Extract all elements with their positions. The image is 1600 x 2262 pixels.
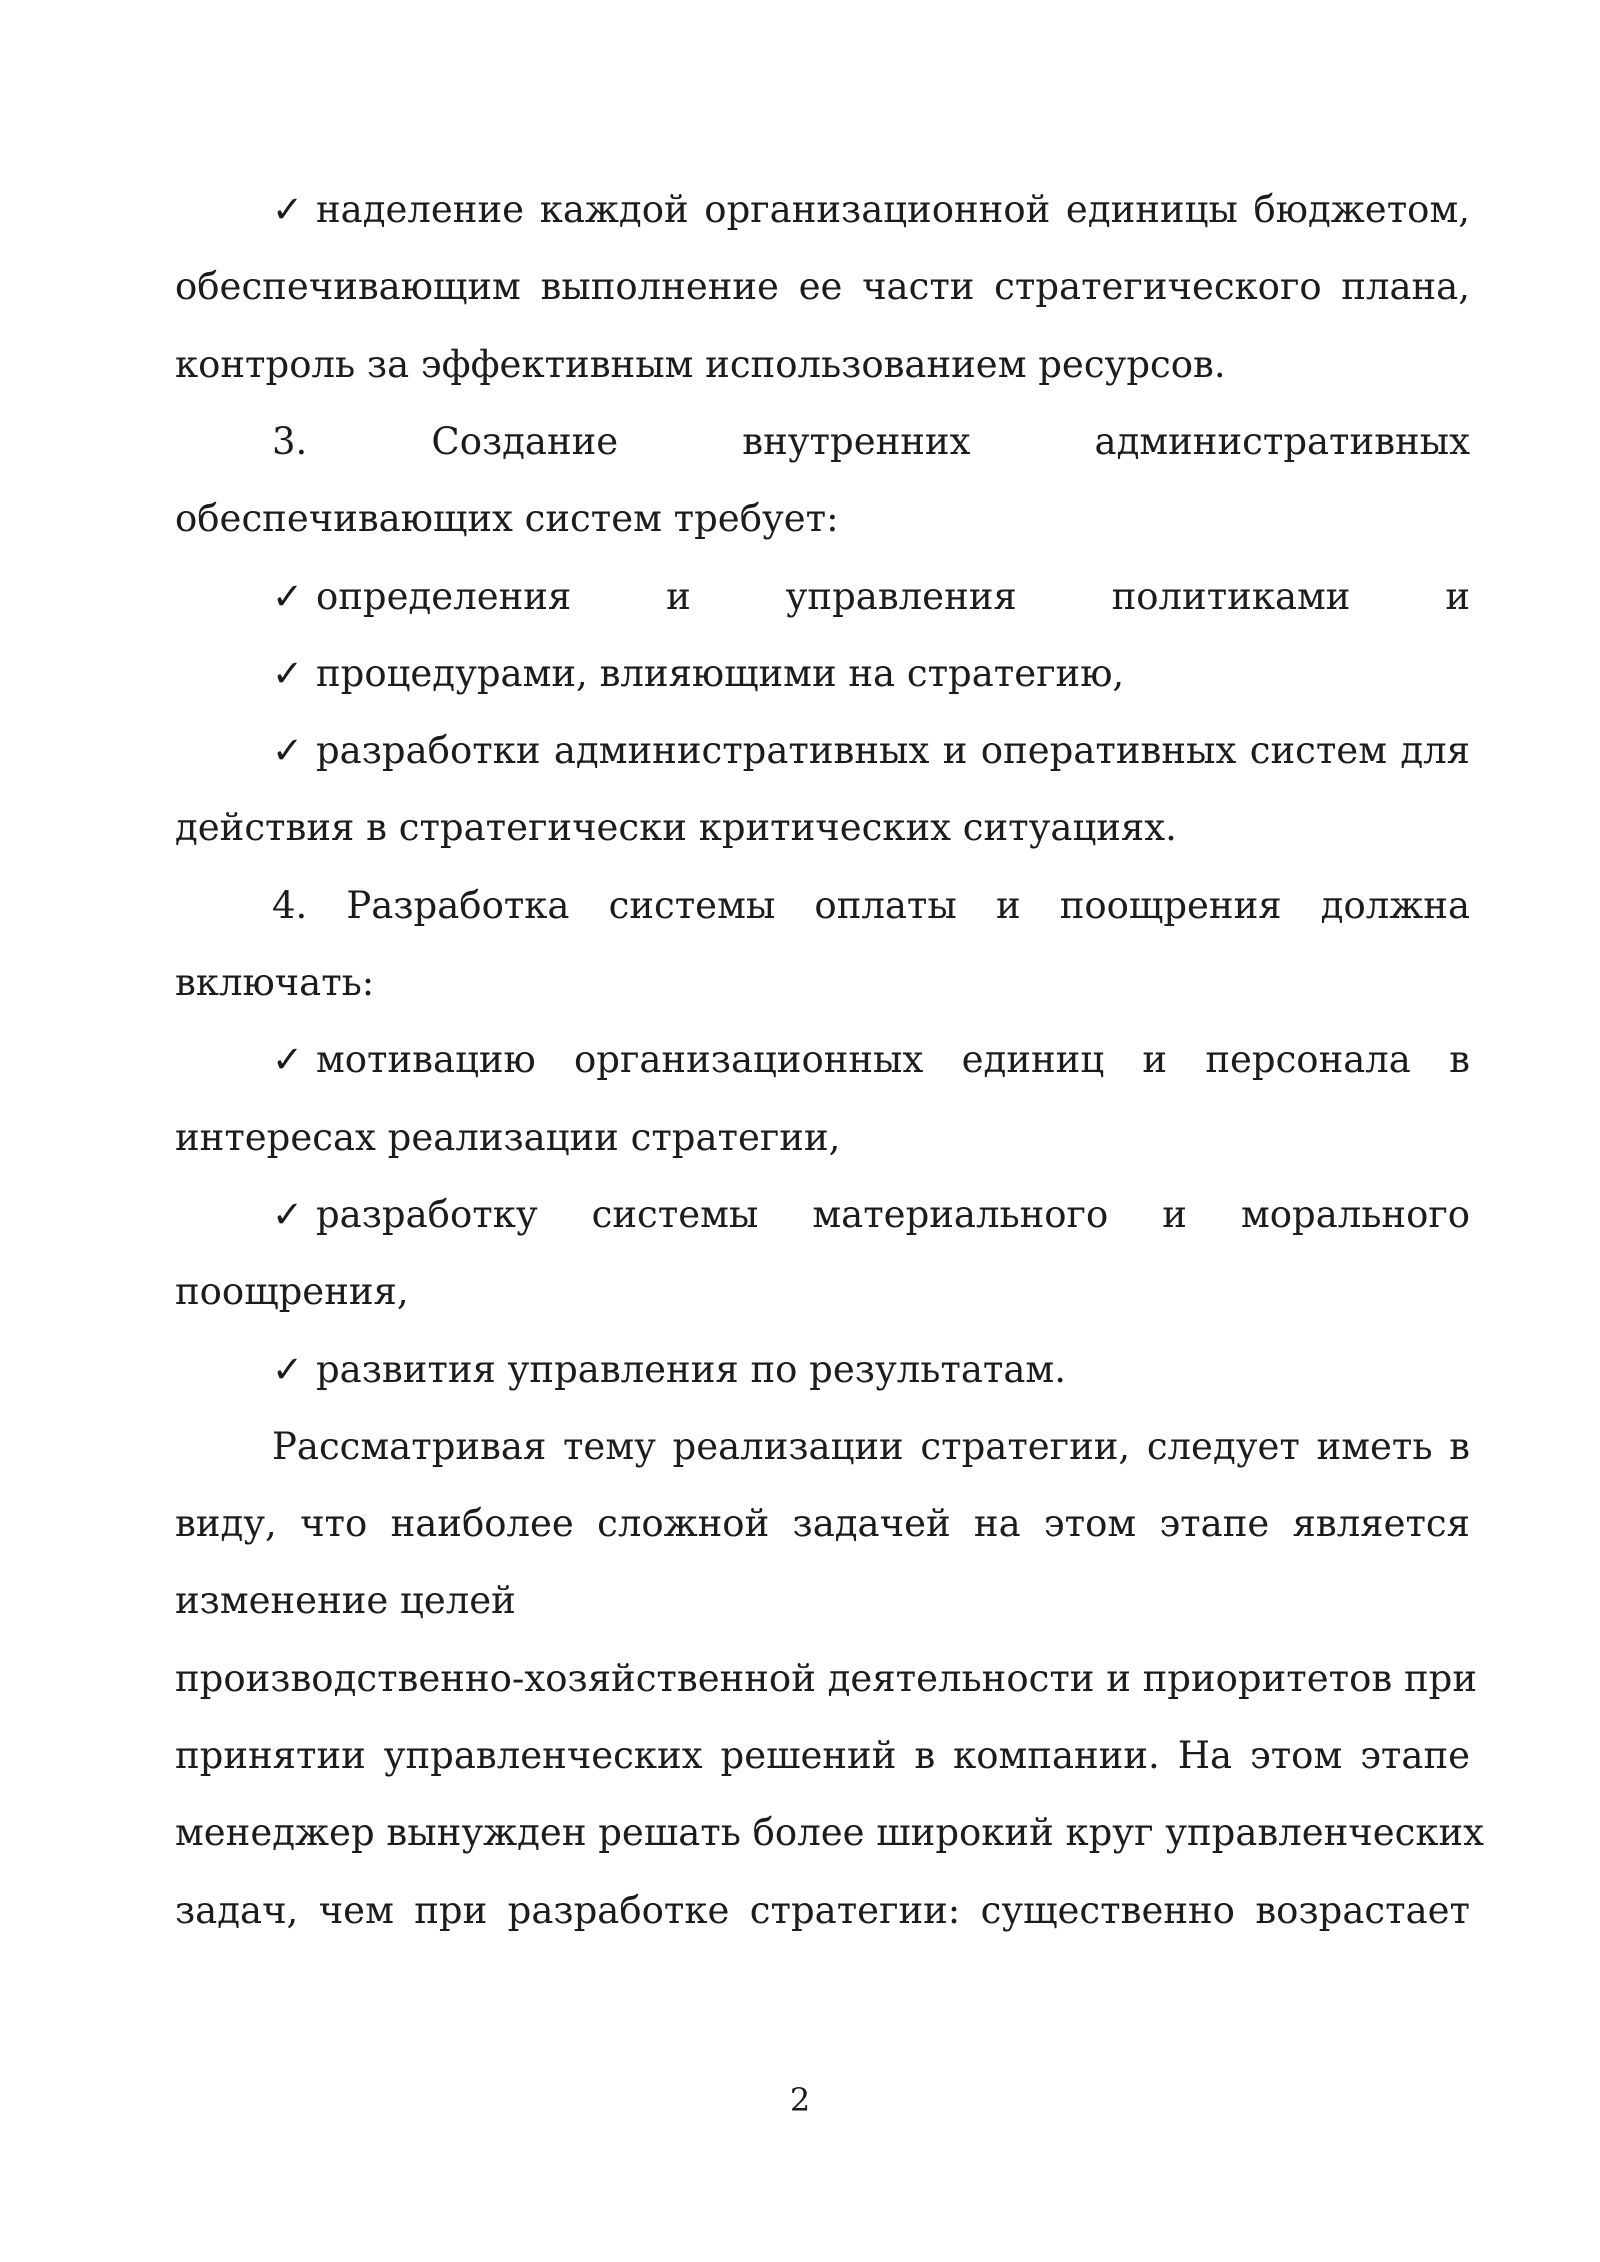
- line-text: 3. Создание внутренних административных: [272, 419, 1470, 463]
- line-text: интересах реализации стратегии,: [175, 1115, 841, 1159]
- line-text: действия в стратегически критических ситуациях.: [175, 806, 1177, 850]
- line-text: контроль за эффективным использованием ресурсов.: [175, 342, 1226, 386]
- line-text: производственно-хозяйственной деятельности и приоритетов при: [175, 1656, 1477, 1700]
- checkmark-icon: ✓: [272, 574, 304, 618]
- text-line: [175, 257, 1470, 317]
- checkmark-icon: ✓: [272, 1192, 304, 1236]
- line-text: поощрения,: [175, 1270, 409, 1314]
- line-text: обеспечивающих систем требует:: [175, 497, 839, 541]
- checklist-line: [175, 1340, 1470, 1400]
- line-text: процедурами, влияющими на стратегию,: [316, 651, 1125, 695]
- line-text: менеджер вынужден решать более широкий круг управленческих: [175, 1811, 1485, 1855]
- text-line: [175, 412, 1470, 472]
- text-line: [175, 1649, 1477, 1709]
- line-text: задач, чем при разработке стратегии: существенно возрастает: [175, 1888, 1470, 1932]
- line-text: включать:: [175, 961, 375, 1004]
- checkmark-icon: ✓: [272, 651, 304, 695]
- text-line: [175, 489, 1470, 549]
- text-line: [175, 1108, 1470, 1168]
- checklist-line: [175, 567, 1470, 627]
- line-text: разработку системы материального и морального: [316, 1192, 1470, 1236]
- checklist-line: [175, 180, 1470, 240]
- line-text: наделение каждой организационной единицы бюджетом,: [316, 188, 1470, 231]
- text-line: [175, 335, 1470, 395]
- text-line: [175, 1417, 1470, 1477]
- line-text: определения и управления политиками и: [316, 574, 1470, 618]
- line-text: 4. Разработка системы оплаты и поощрения должна: [272, 883, 1470, 927]
- line-text: Рассматривая тему реализации стратегии, следует иметь в: [272, 1424, 1470, 1468]
- line-text: разработки административных и оперативных систем для: [316, 729, 1470, 773]
- text-line: [175, 1262, 1470, 1322]
- line-text: мотивацию организационных единиц и персонала в: [316, 1038, 1470, 1082]
- text-line: [175, 1803, 1485, 1863]
- text-line: [175, 798, 1470, 858]
- page-number: 2: [789, 2081, 811, 2119]
- checklist-line: [175, 1030, 1470, 1090]
- line-text: принятии управленческих решений в компании. На этом этапе: [175, 1734, 1470, 1777]
- text-line: [175, 1726, 1470, 1786]
- text-line: [175, 1494, 1470, 1554]
- text-line: [175, 953, 1470, 1013]
- line-text: развития управления по результатам.: [316, 1347, 1066, 1391]
- line-text: изменение целей: [175, 1579, 516, 1623]
- text-line: [175, 1571, 1470, 1631]
- checklist-line: [175, 1185, 1470, 1245]
- checklist-line: [175, 644, 1470, 704]
- line-text: виду, что наиболее сложной задачей на этом этапе является: [175, 1502, 1470, 1546]
- line-text: обеспечивающим выполнение ее части стратегического плана,: [175, 265, 1470, 309]
- checklist-line: [175, 721, 1470, 781]
- checkmark-icon: ✓: [272, 188, 304, 231]
- checkmark-icon: ✓: [272, 1038, 304, 1082]
- text-line: [175, 876, 1470, 936]
- text-line: [175, 1881, 1470, 1941]
- checkmark-icon: ✓: [272, 729, 304, 773]
- checkmark-icon: ✓: [272, 1347, 304, 1391]
